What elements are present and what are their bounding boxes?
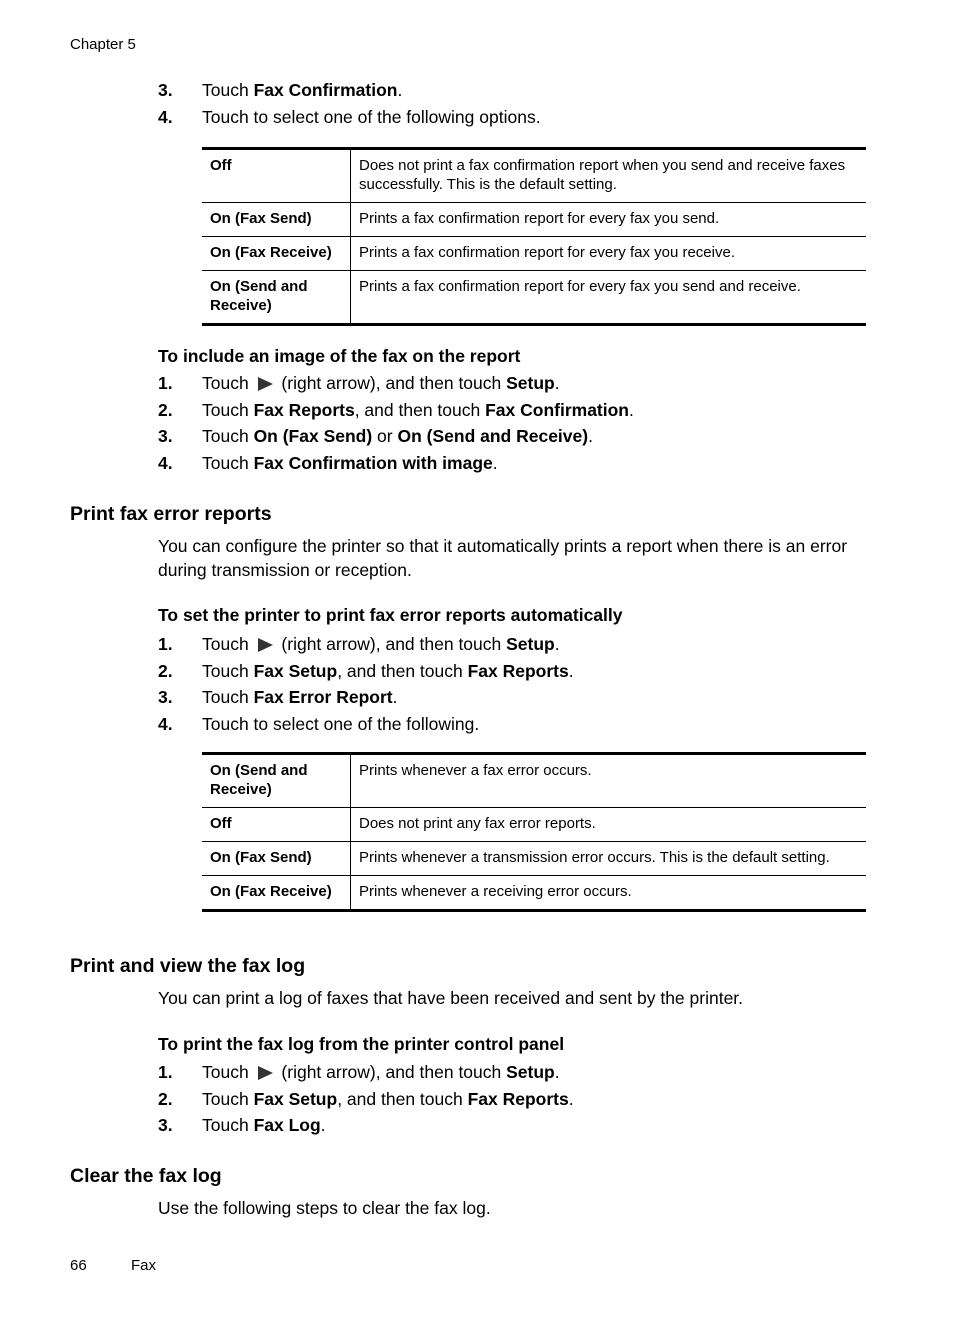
include-image-steps — [158, 370, 868, 476]
list-item — [158, 711, 868, 738]
table-row — [202, 876, 866, 911]
ui-term: Setup — [506, 634, 555, 654]
paragraph: You can configure the printer so that it automatically prints a report when there is an error during transmission or reception. — [158, 536, 848, 580]
table-row — [202, 271, 866, 325]
step-text — [202, 450, 498, 477]
chapter-label: Chapter 5 — [70, 36, 136, 53]
ui-term: Fax Error Report — [253, 687, 393, 707]
ui-term: Fax Confirmation with image — [253, 452, 493, 473]
right-arrow-icon — [258, 1066, 273, 1080]
step-number: 2. — [158, 399, 173, 420]
text-run: Touch — [202, 426, 254, 446]
text-run: . — [629, 399, 634, 420]
list-item — [158, 397, 868, 424]
step-text — [202, 1086, 574, 1113]
paragraph: Use the following steps to clear the fax log. — [158, 1198, 491, 1218]
section-heading: Clear the fax log — [70, 1165, 222, 1187]
text-run: . — [397, 80, 403, 100]
table-row — [202, 808, 866, 842]
option-cell: On (Fax Send) — [202, 203, 351, 237]
text-run: Touch to select one of the following. — [202, 713, 480, 734]
step-text — [202, 77, 402, 104]
description-cell: Prints whenever a fax error occurs. — [351, 754, 867, 808]
right-arrow-icon — [258, 638, 273, 652]
text-run: Touch — [202, 660, 254, 681]
option-cell: On (Fax Send) — [202, 842, 351, 876]
text-run: , and then touch — [354, 399, 486, 420]
step-number: 3. — [158, 1115, 173, 1135]
text-run: Touch — [202, 399, 254, 420]
text-run: , and then touch — [337, 1088, 468, 1109]
step-text — [202, 423, 593, 450]
option-cell: On (Fax Receive) — [202, 237, 351, 271]
list-item — [158, 684, 868, 711]
step-number: 2. — [158, 660, 173, 681]
step-text — [202, 1059, 560, 1086]
text-run: Touch — [202, 452, 254, 473]
ui-term: Fax Setup — [253, 1088, 338, 1109]
section-heading: Print and view the fax log — [70, 955, 306, 977]
footer-section: Fax — [131, 1257, 157, 1274]
list-item — [158, 1086, 868, 1113]
list-item — [158, 423, 868, 450]
error-report-steps — [158, 631, 868, 737]
text-run: . — [320, 1115, 326, 1135]
description-cell: Prints a fax confirmation report for every fax you receive. — [351, 237, 867, 271]
ui-term: Fax Confirmation — [485, 399, 629, 420]
list-item — [158, 370, 868, 397]
procedure-title: To print the fax log from the printer control panel — [158, 1034, 565, 1054]
list-item — [158, 77, 868, 104]
ui-term: On (Send and Receive) — [397, 426, 589, 446]
description-cell: Prints a fax confirmation report for every fax you send. — [351, 203, 867, 237]
right-arrow-icon — [258, 377, 273, 391]
text-run: Touch — [202, 373, 254, 393]
step-text — [202, 684, 398, 711]
list-item — [158, 1112, 868, 1139]
ui-term: Fax Log — [253, 1115, 321, 1135]
list-item — [158, 450, 868, 477]
step-text — [202, 711, 479, 738]
text-run: Touch — [202, 1115, 254, 1135]
description-cell: Prints whenever a transmission error occurs. This is the default setting. — [351, 842, 867, 876]
ui-term: On (Fax Send) — [253, 426, 373, 446]
intro-steps — [158, 77, 868, 130]
ui-term: Fax Confirmation — [253, 80, 398, 100]
procedure-title: To include an image of the fax on the report — [158, 346, 521, 366]
step-number: 3. — [158, 687, 173, 707]
text-run: . — [554, 373, 560, 393]
text-run: . — [588, 426, 593, 446]
step-number: 3. — [158, 80, 173, 100]
option-cell: Off — [202, 808, 351, 842]
description-cell: Prints whenever a receiving error occurs. — [359, 883, 632, 900]
step-text — [202, 104, 541, 131]
text-run: . — [554, 1062, 560, 1082]
step-number: 4. — [158, 106, 173, 127]
section-heading: Print fax error reports — [70, 503, 272, 525]
text-run: . — [568, 660, 574, 681]
step-number: 4. — [158, 452, 173, 473]
table-row — [202, 237, 866, 271]
procedure-title: To set the printer to print fax error reports automatically — [158, 605, 623, 625]
fax-error-report-options-table — [202, 752, 866, 912]
option-cell: Off — [202, 149, 351, 203]
fax-log-steps — [158, 1059, 868, 1139]
ui-term: Setup — [506, 1062, 555, 1082]
description-cell: Does not print any fax error reports. — [351, 808, 867, 842]
text-run: . — [392, 687, 398, 707]
text-run: Touch to select one of the following options. — [202, 106, 541, 127]
table-row — [202, 149, 866, 203]
description-cell: Prints a fax confirmation report for every fax you send and receive. — [359, 278, 801, 295]
step-text — [202, 1112, 326, 1139]
text-run: (right arrow), and then touch — [276, 634, 507, 654]
step-number: 2. — [158, 1088, 173, 1109]
ui-term: Fax Reports — [467, 660, 569, 681]
option-cell: On (Fax Receive) — [202, 876, 351, 911]
list-item — [158, 1059, 868, 1086]
ui-term: Fax Setup — [253, 660, 338, 681]
text-run: Touch — [202, 634, 254, 654]
step-text — [202, 370, 560, 397]
text-run: Touch — [202, 80, 254, 100]
ui-term: Fax Reports — [467, 1088, 569, 1109]
step-number: 4. — [158, 713, 173, 734]
step-text — [202, 631, 560, 658]
text-run: . — [554, 634, 560, 654]
text-run: . — [568, 1088, 574, 1109]
step-number: 1. — [158, 634, 173, 654]
text-run: Touch — [202, 1088, 254, 1109]
step-number: 1. — [158, 1062, 173, 1082]
ui-term: Fax Reports — [253, 399, 355, 420]
list-item — [158, 631, 868, 658]
paragraph: You can print a log of faxes that have been received and sent by the printer. — [158, 988, 744, 1008]
text-run: or — [372, 426, 398, 446]
option-cell: On (Send and Receive) — [202, 754, 351, 808]
table-row — [202, 842, 866, 876]
description-cell: Does not print a fax confirmation report when you send and receive faxes successfully. This is the default setting. — [351, 149, 867, 203]
step-text — [202, 397, 634, 424]
ui-term: Setup — [506, 373, 555, 393]
text-run: (right arrow), and then touch — [276, 373, 507, 393]
text-run: , and then touch — [337, 660, 468, 681]
table-row — [202, 754, 866, 808]
list-item — [158, 104, 868, 131]
step-number: 1. — [158, 373, 173, 393]
text-run: Touch — [202, 1062, 254, 1082]
list-item — [158, 658, 868, 685]
text-run: . — [492, 452, 498, 473]
step-text — [202, 658, 574, 685]
text-run: (right arrow), and then touch — [276, 1062, 507, 1082]
page-number: 66 — [70, 1257, 87, 1274]
table-row — [202, 203, 866, 237]
text-run: Touch — [202, 687, 254, 707]
fax-confirmation-options-table — [202, 147, 866, 326]
step-number: 3. — [158, 426, 173, 446]
option-cell: On (Send and Receive) — [202, 271, 351, 325]
